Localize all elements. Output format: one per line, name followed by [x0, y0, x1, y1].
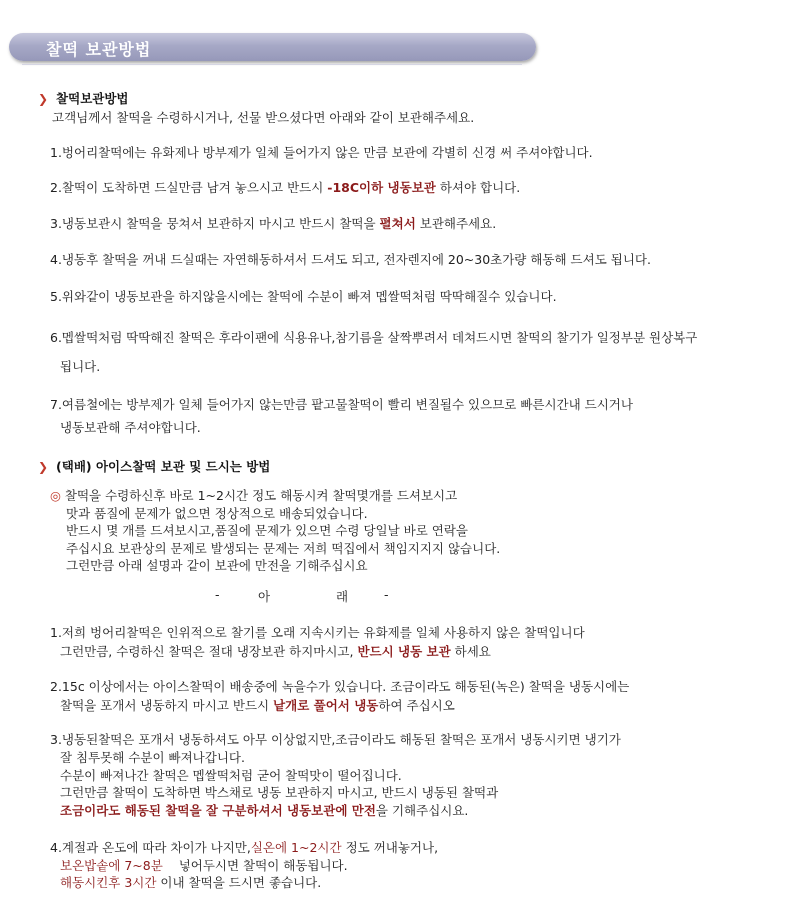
section2-item-4: 4.계절과 온도에 따라 차이가 나지만,실온에 1~2시간 정도 꺼내놓거나, 보온밥솥에 7~8분 넣어두시면 찰떡이 해동됩니다. 해동시킨후 3시간 이내 찰떡을 드시면 좋습니다.	[50, 840, 439, 890]
highlight-room-temp: 실온에 1~2시간	[250, 840, 342, 855]
highlight-freeze-temp: -18C이하 냉동보관	[327, 180, 436, 195]
highlight-separate-storage: 조금이라도 해동된 찰떡을 잘 구분하셔서 냉동보관에 만전	[60, 803, 376, 819]
highlight-spread: 펼쳐서	[379, 216, 416, 231]
chevron-right-icon: ❯	[38, 92, 49, 106]
section1-item-2: 2.찰떡이 도착하면 드실만큼 남겨 놓으시고 반드시 -18C이하 냉동보관 하셔야 합니다.	[50, 180, 521, 195]
section2-item-1: 1.저희 벙어리찰떡은 인위적으로 찰기를 오래 지속시키는 유화제를 일체 사용하지 않은 찰떡입니다 그런만큼, 수령하신 찰떡은 절대 냉장보관 하지마시고, 반드시 냉동 보관 하세요	[50, 625, 585, 659]
page-title: 찰떡 보관방법	[46, 40, 152, 59]
section1-item-4: 4.냉동후 찰떡을 꺼내 드실때는 자연해동하셔서 드셔도 되고, 전자렌지에 20~30초가량 해동해 드셔도 됩니다.	[50, 252, 651, 267]
highlight-separate-freeze: 낱개로 풀어서 냉동	[273, 698, 379, 713]
section2-header	[38, 457, 270, 475]
section1-intro: 고객님께서 찰떡을 수령하시거나, 선물 받으셨다면 아래와 같이 보관해주세요.	[52, 110, 475, 125]
section2-notice: ◎ 찰떡을 수령하신후 바로 1~2시간 정도 해동시켜 찰떡몇개를 드셔보시고 맛과 품질에 문제가 없으면 정상적으로 배송되었습니다. 반드시 몇 개를 드셔보시고,품질에 문제가 있으면 수령 당일날 바로 연락을 주십시요 보관상의 문제로 발생되는 문제는 저희 떡집에서 책임지지지 않습니다. 그런만큼 아래 설명과 같이 보관에 만전을 기해주십시요	[50, 488, 501, 573]
highlight-must-freeze: 반드시 냉동 보관	[357, 644, 451, 659]
section1-item-3: 3.냉동보관시 찰떡을 뭉쳐서 보관하지 마시고 반드시 찰떡을 펼쳐서 보관해주세요.	[50, 216, 497, 231]
title-underline	[22, 64, 522, 65]
section1-item-6: 6.멥쌀떡처럼 딱딱해진 찰떡은 후라이팬에 식용유나,참기름을 살짝뿌려서 데쳐드시면 찰떡의 찰기가 일정부분 원상복구 됩니다.	[50, 330, 698, 374]
section2-heading: (택배) 아이스찰떡 보관 및 드시는 방법	[56, 459, 271, 474]
section1-item-1: 1.벙어리찰떡에는 유화제나 방부제가 일체 들어가지 않은 만큼 보관에 각별히 신경 써 주셔야합니다.	[50, 145, 593, 160]
chevron-right-icon: ❯	[38, 460, 49, 474]
page-title-bar	[9, 33, 536, 61]
highlight-rice-cooker: 보온밥솥에 7~8분	[60, 857, 163, 873]
section1-item-7: 7.여름철에는 방부제가 일체 들어가지 않는만큼 팥고물찰떡이 빨리 변질될수 있으므로 빠른시간내 드시거나 냉동보관해 주셔야합니다.	[50, 397, 633, 435]
section1-item-5: 5.위와같이 냉동보관을 하지않을시에는 찰떡에 수분이 빠져 멥쌀떡처럼 딱딱해질수 있습니다.	[50, 289, 557, 304]
section1-heading: 찰떡보관방법	[56, 91, 129, 106]
highlight-3-hours: 해동시킨후 3시간	[60, 875, 157, 890]
section2-item-3: 3.냉동된찰떡은 포개서 냉동하셔도 아무 이상없지만,조금이라도 해동된 찰떡은 포개서 냉동시키면 냉기가 잘 침투못해 수분이 빠져나갑니다. 수분이 빠져나간 찰떡은 멥쌀떡처럼 굳어 찰떡맛이 떨어집니다. 그런만큼 찰떡이 도착하면 박스채로 냉동 보관하지 마시고, 반드시 냉동된 찰떡과 조금이라도 해동된 찰떡을 잘 구분하셔서 냉동보관에 만전을 기해주십시요.	[50, 732, 621, 819]
section2-item-2: 2.15c 이상에서는 아이스찰떡이 배송중에 녹을수가 있습니다. 조금이라도 해동된(녹은) 찰떡을 냉동시에는 찰떡을 포개서 냉동하지 마시고 반드시 낱개로 풀어서 냉동하여 주십시오	[50, 679, 630, 713]
section1-header	[38, 89, 129, 107]
bullet-circle-icon: ◎	[50, 488, 61, 503]
